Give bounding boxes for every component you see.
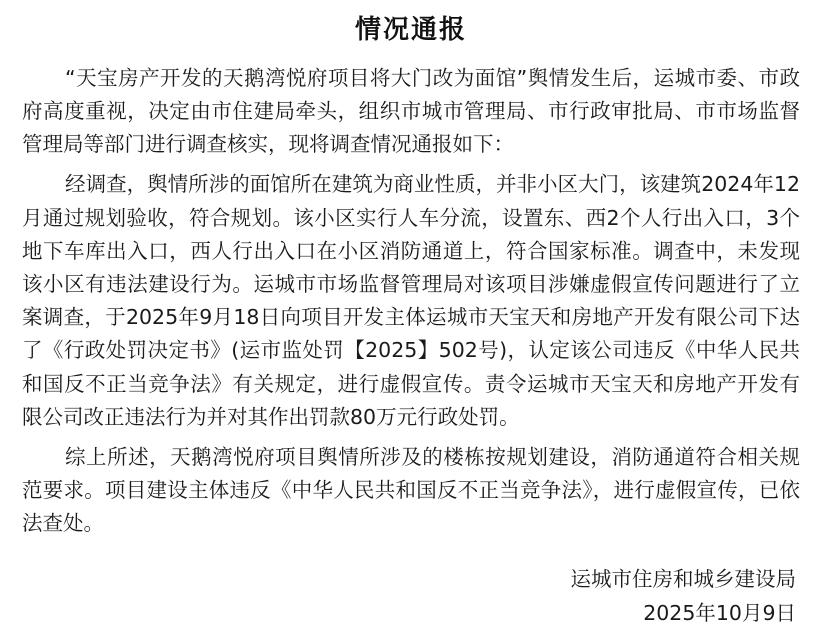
signature-organization: 运城市住房和城乡建设局 (570, 566, 796, 591)
page-title: 情况通报 (354, 15, 467, 45)
signature-block (22, 562, 800, 631)
signature-date: 2025年10月9日 (643, 601, 796, 626)
paragraph-3: 综上所述，天鹅湾悦府项目舆情所涉及的楼栋按规划建设，消防通道符合相关规范要求。项目建设主体违反《中华人民共和国反不正当竞争法》，进行虚假宣传，已依法查处。 (22, 445, 800, 536)
paragraph-1: “天宝房产开发的天鹅湾悦府项目将大门改为面馆”舆情发生后，运城市委、市政府高度重视，决定由市住建局牵头，组织市城市管理局、市行政审批局、市市场监督管理局等部门进行调查核实，现将调查情况通报如下： (22, 65, 800, 157)
document-body (22, 62, 800, 548)
paragraph-2: 经调查，舆情所涉的面馆所在建筑为商业性质，并非小区大门，该建筑2024年12月通过规划验收，符合规划。该小区实行人车分流，设置东、西2个人行出入口，3个地下车库出入口，西人行出入口在小区消防通道上，符合国家标准。调查中，未发现该小区有违法建设行为。运城市市场监督管理局对该项目涉嫌虚假宣传问题进行了立案调查，于2025年9月18日向项目开发主体运城市天宝天和房地产开发有限公司下达了《行政处罚决定书》(运市监处罚【2025】502号)，认定该公司违反《中华人民共和国反不正当竞争法》有关规定，进行虚假宣传。责令运城市天宝天和房地产开发有限公司改正违法行为并对其作出罚款80万元行政处罚。 (22, 172, 800, 429)
